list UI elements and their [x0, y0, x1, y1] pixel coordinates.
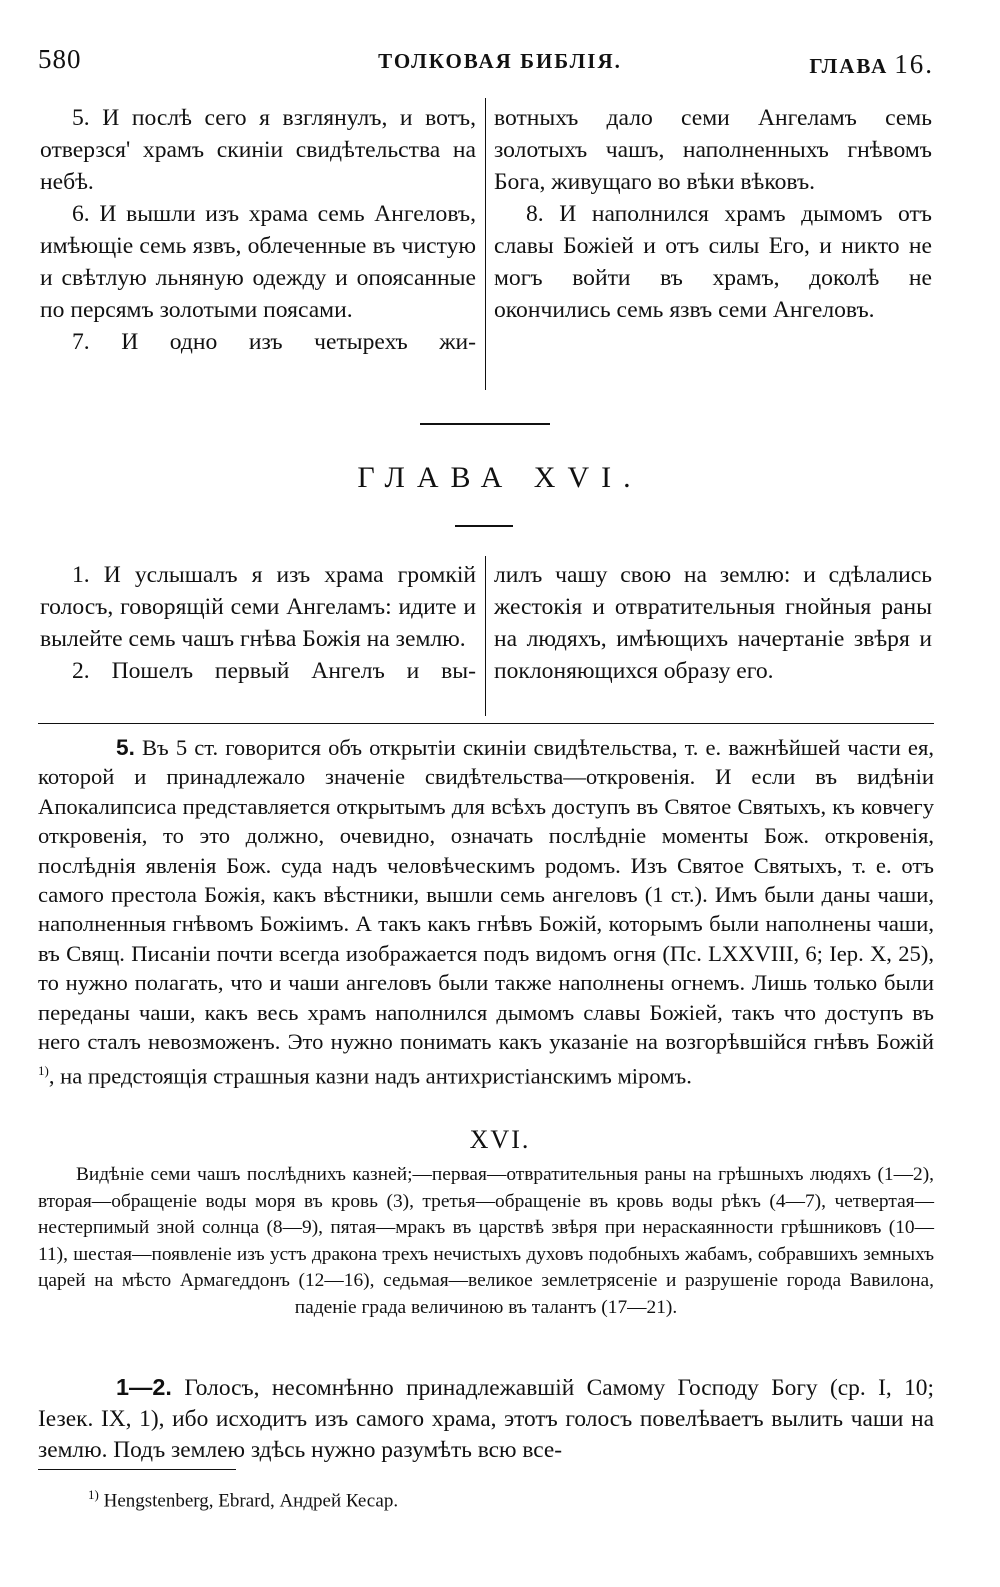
- running-chapter-label: ГЛАВА: [809, 54, 889, 78]
- section-heading: XVI.: [469, 1125, 531, 1154]
- heading-rule-top: [420, 423, 550, 425]
- verse-15-7-continued: вотныхъ дало семи Ангеламъ семь золотыхъ чашъ, наполненныхъ гнѣвомъ Бога, живущаго во вѣки вѣковъ.: [494, 105, 932, 195]
- running-chapter: [809, 49, 934, 83]
- chapter-summary: [38, 1162, 934, 1321]
- verse-column-left-ch16: [40, 559, 476, 687]
- commentary-tail-5: , на предстоящія страшныя казни надъ антихристіанскимъ міромъ.: [48, 1064, 692, 1089]
- chapter-heading: ГЛАВА XVI.: [357, 461, 643, 494]
- commentary-lead-5: 5.: [116, 735, 135, 760]
- commentary-lead-1-2: 1—2.: [116, 1374, 172, 1400]
- verse-15-5: 5. И послѣ сего я взглянулъ, и вотъ, отверзся' храмъ скиніи свидѣтельства на небѣ.: [40, 105, 476, 195]
- running-chapter-number: 16.: [894, 49, 934, 79]
- commentary-text-1-2: Голосъ, несомнѣнно принадлежавшій Самому Господу Богу (ср. I, 10; Іезек. IX, 1), ибо исходитъ изъ самого храма, этотъ голосъ повелѣваетъ вылить чаши на землю. Подъ землею здѣсь нужно разумѣть всю все-: [38, 1375, 934, 1463]
- footnote-text: Hengstenberg, Ebrard, Андрей Кесар.: [103, 1490, 399, 1512]
- verse-16-2: 2. Пошелъ первый Ангелъ и вы-: [72, 658, 476, 684]
- verse-column-left: [40, 102, 476, 358]
- column-divider-ch16: [485, 556, 486, 716]
- text-commentary-separator: [38, 723, 934, 724]
- heading-rule-bottom: [455, 525, 513, 527]
- footnote-rule: [38, 1469, 236, 1470]
- verse-column-right-ch16: [494, 559, 932, 687]
- commentary-text-5: Въ 5 ст. говорится объ открытіи скиніи свидѣтельства, т. е. важнѣйшей части ея, которой и принадлежало значеніе свидѣтельства—откровенія. И если въ видѣніи Апокалипсиса представляется открытымъ для всѣхъ доступъ въ Святое Святыхъ, къ ковчегу откровенія, то это должно, очевидно, означать послѣдніе моменты Бож. откровенія, послѣднія явленія Бож. суда надъ человѣческимъ родомъ. Изъ Святое Святыхъ, т. е. отъ самого престола Божія, какъ вѣстники, вышли семь ангеловъ (1 ст.). Имъ были даны чаши, наполненныя гнѣвомъ Божіимъ. А такъ какъ гнѣвъ Божій, которымъ были наполнены чаши, въ Свящ. Писаніи почти всегда изображается подъ видомъ огня (Пс. LXXVIII, 6; Іер. X, 25), то нужно полагать, что и чаши ангеловъ были также наполнены огнемъ. Лишь только были переданы чаши, какъ весь храмъ наполнился дымомъ славы Божіей, такъ что доступъ въ него сталъ невозможенъ. Это нужно понимать какъ указаніе на возгорѣвшійся гнѣвъ Божій: [38, 735, 934, 1055]
- verse-15-8: 8. И наполнился храмъ дымомъ отъ славы Божіей и отъ силы Его, и никто не могъ войти въ храмъ, доколѣ не окончились семь язвъ семи Ангеловъ.: [494, 201, 932, 323]
- footnote: [88, 1483, 398, 1513]
- verse-15-7: 7. И одно изъ четырехъ жи-: [72, 329, 476, 355]
- commentary-verse-5: [38, 733, 934, 1091]
- verse-column-right: [494, 102, 932, 326]
- footnote-ref: 1): [38, 1063, 49, 1079]
- verse-16-2-continued: лилъ чашу свою на землю: и сдѣлались жестокія и отвратительныя гнойныя раны на людяхъ, имѣющихъ начертаніе звѣря и поклоняющихся образу его.: [494, 562, 932, 684]
- footnote-mark: 1): [88, 1487, 99, 1502]
- verse-15-6: 6. И вышли изъ храма семь Ангеловъ, имѣющіе семь язвъ, облеченные въ чистую и свѣтлую льняную одежду и опоясанные по персямъ золотыми поясами.: [40, 201, 476, 323]
- verse-16-1: 1. И услышалъ я изъ храма громкій голосъ, говорящій семи Ангеламъ: идите и вылейте семь чашъ гнѣва Божія на землю.: [40, 562, 476, 652]
- page-number: 580: [38, 44, 82, 74]
- column-divider: [485, 98, 486, 390]
- summary-text: Видѣніе семи чашъ послѣднихъ казней;—первая—отвратительныя раны на грѣшныхъ людяхъ (1—2), вторая—обращеніе воды моря въ кровь (3), третья—обращеніе въ кровь воды рѣкъ (4—7), четвертая—нестерпимый зной солнца (8—9), пятая—мракъ въ царствѣ звѣря при нераскаянности грѣшниковъ (10—11), шестая—появленіе изъ устъ дракона трехъ нечистыхъ духовъ подобныхъ жабамъ, собравшихъ земныхъ царей на мѣсто Армагеддонъ (12—16), седьмая—великое землетрясеніе и разрушеніе города Вавилона, паденіе града величиною въ талантъ (17—21).: [38, 1164, 934, 1318]
- running-title: ТОЛКОВАЯ БИБЛІЯ.: [378, 49, 622, 73]
- commentary-verse-1-2: [38, 1372, 934, 1466]
